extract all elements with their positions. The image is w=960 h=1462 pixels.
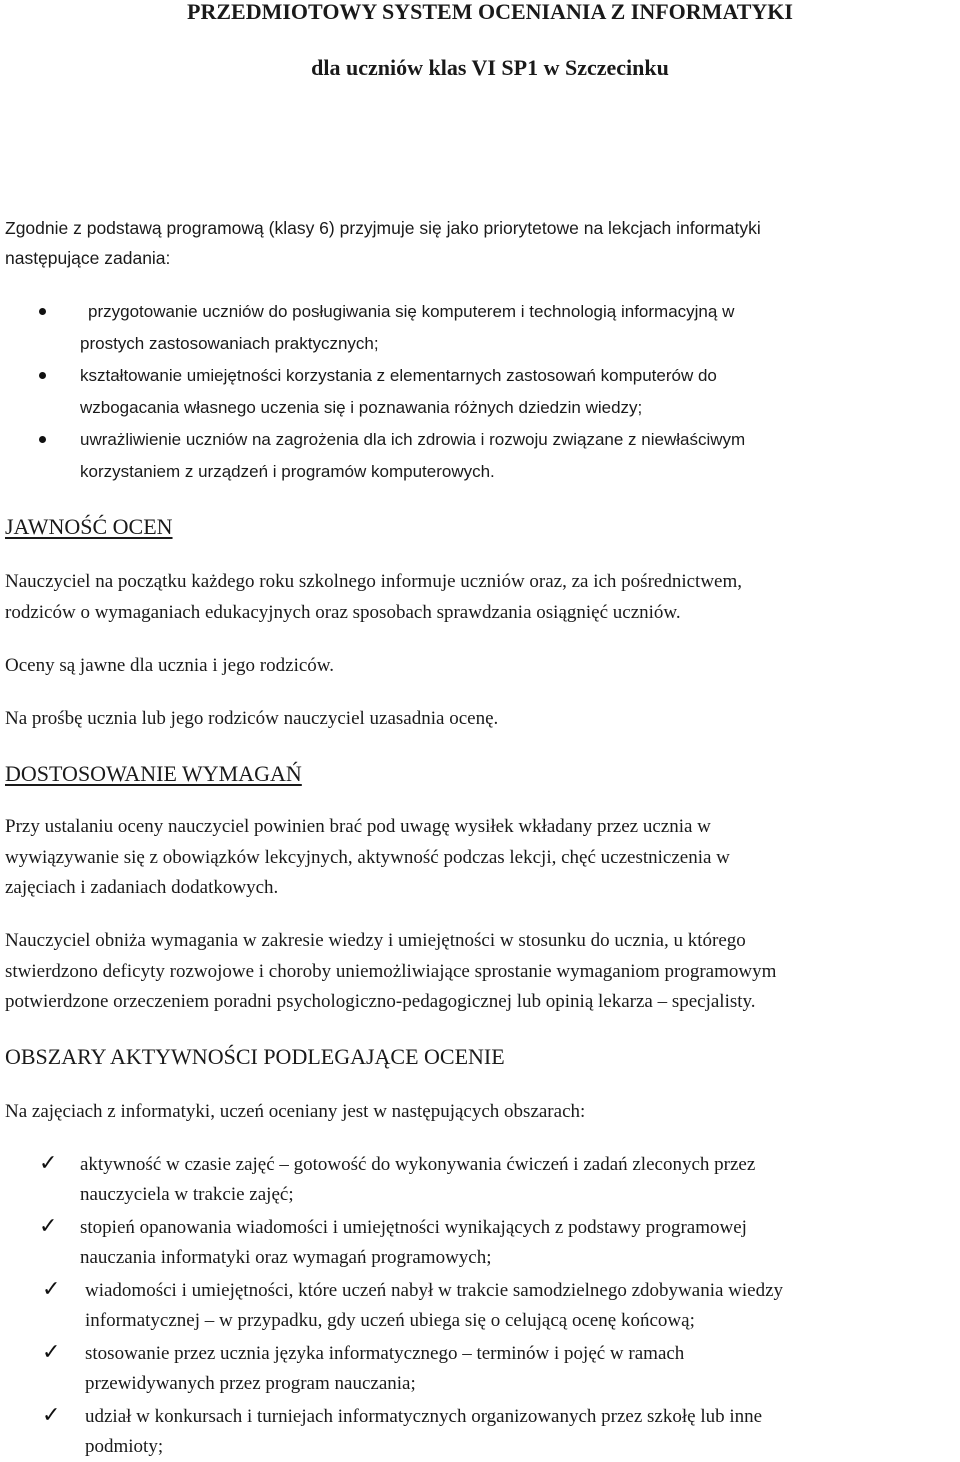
section-heading-obszary: OBSZARY AKTYWNOŚCI PODLEGAJĄCE OCENIE (5, 1044, 505, 1069)
checkmark-icon: ✓ (42, 1277, 61, 1302)
dostosowanie-p2-line-3: potwierdzone orzeczeniem poradni psychologiczno-pedagogicznej lub opinią lekarza – specjalisty. (5, 991, 756, 1012)
checkmark-icon: ✓ (42, 1403, 61, 1428)
checkmark-icon: ✓ (39, 1151, 58, 1176)
obszary-item-line-1: udział w konkursach i turniejach informatycznych organizowanych przez szkołę lub inne (85, 1406, 763, 1427)
checkmark-icon: ✓ (42, 1340, 61, 1365)
task-item (0, 296, 960, 360)
task-item-line-2: korzystaniem z urządzeń i programów komputerowych. (80, 462, 495, 481)
bullet-dot-icon (39, 436, 46, 443)
document-subtitle: dla uczniów klas VI SP1 w Szczecinku (311, 55, 669, 80)
section-heading-jawnosc: JAWNOŚĆ OCEN (5, 514, 173, 539)
section-heading-dostosowanie: DOSTOSOWANIE WYMAGAŃ (5, 761, 302, 786)
obszary-item-line-1: stopień opanowania wiadomości i umiejętności wynikających z podstawy programowej (80, 1217, 747, 1238)
jawnosc-line-2: rodziców o wymaganiach edukacyjnych oraz sposobach sprawdzania osiągnięć uczniów. (5, 601, 681, 623)
obszary-item-line-2: nauczania informatyki oraz wymagań programowych; (80, 1247, 492, 1268)
jawnosc-line-1: Nauczyciel na początku każdego roku szkolnego informuje uczniów oraz, za ich pośrednictwem, (5, 571, 743, 592)
task-item-line-1: przygotowanie uczniów do posługiwania się komputerem i technologią informacyjną w (88, 302, 735, 321)
intro-line-1: Zgodnie z podstawą programową (klasy 6) przyjmuje się jako priorytetowe na lekcjach informatyki (5, 218, 761, 238)
intro-line-2: następujące zadania: (5, 248, 171, 268)
checkmark-icon: ✓ (39, 1214, 58, 1239)
dostosowanie-p1-line-1: Przy ustalaniu oceny nauczyciel powinien brać pod uwagę wysiłek wkładany przez ucznia w (5, 816, 711, 837)
dostosowanie-p1-line-2: wywiązywanie się z obowiązków lekcyjnych, aktywność podczas lekcji, chęć uczestniczenia w (5, 846, 730, 868)
jawnosc-paragraph-3: Na prośbę ucznia lub jego rodziców nauczyciel uzasadnia ocenę. (5, 708, 499, 729)
obszary-item-line-2: przewidywanych przez program nauczania; (85, 1373, 416, 1394)
tasks-list (0, 296, 960, 488)
obszary-item-line-1: stosowanie przez ucznia języka informatycznego – terminów i pojęć w ramach (85, 1343, 685, 1364)
document-title: PRZEDMIOTOWY SYSTEM OCENIANIA Z INFORMATYKI (187, 0, 793, 24)
task-item (0, 360, 960, 424)
obszary-item-line-2: podmioty; (85, 1436, 164, 1457)
dostosowanie-p2-line-1: Nauczyciel obniża wymagania w zakresie wiedzy i umiejętności w stosunku do ucznia, u którego (5, 930, 746, 951)
obszary-item (0, 1150, 960, 1210)
task-item-line-1: uwrażliwienie uczniów na zagrożenia dla ich zdrowia i rozwoju związane z niewłaściwym (80, 430, 746, 449)
task-item-line-2: wzbogacania własnego uczenia się i poznawania różnych dziedzin wiedzy; (80, 398, 643, 417)
obszary-item (0, 1276, 960, 1336)
task-item-line-2: prostych zastosowaniach praktycznych; (80, 334, 379, 353)
task-item-line-1: kształtowanie umiejętności korzystania z elementarnych zastosowań komputerów do (80, 366, 717, 385)
jawnosc-paragraph-2: Oceny są jawne dla ucznia i jego rodziców. (5, 655, 335, 676)
obszary-item-line-1: aktywność w czasie zajęć – gotowość do wykonywania ćwiczeń i zadań zleconych przez (80, 1154, 756, 1175)
task-item (0, 424, 960, 488)
dostosowanie-p1-line-3: zajęciach i zadaniach dodatkowych. (5, 877, 279, 898)
bullet-dot-icon (39, 308, 46, 315)
obszary-item-line-2: nauczyciela w trakcie zajęć; (80, 1184, 294, 1205)
obszary-item (0, 1213, 960, 1273)
obszary-intro: Na zajęciach z informatyki, uczeń oceniany jest w następujących obszarach: (5, 1101, 586, 1122)
obszary-item-line-2: informatycznej – w przypadku, gdy uczeń ubiega się o celującą ocenę końcową; (85, 1310, 695, 1331)
obszary-list (0, 1150, 960, 1462)
obszary-item (0, 1402, 960, 1462)
intro-paragraph (5, 213, 960, 273)
dostosowanie-p2-line-2: stwierdzono deficyty rozwojowe i choroby uniemożliwiające sprostanie wymaganiom programowym (5, 960, 777, 982)
bullet-dot-icon (39, 372, 46, 379)
jawnosc-paragraph-1 (5, 567, 960, 628)
dostosowanie-paragraph-1 (5, 812, 960, 904)
dostosowanie-paragraph-2 (5, 926, 960, 1018)
obszary-item-line-1: wiadomości i umiejętności, które uczeń nabył w trakcie samodzielnego zdobywania wiedzy (85, 1280, 784, 1301)
obszary-item (0, 1339, 960, 1399)
